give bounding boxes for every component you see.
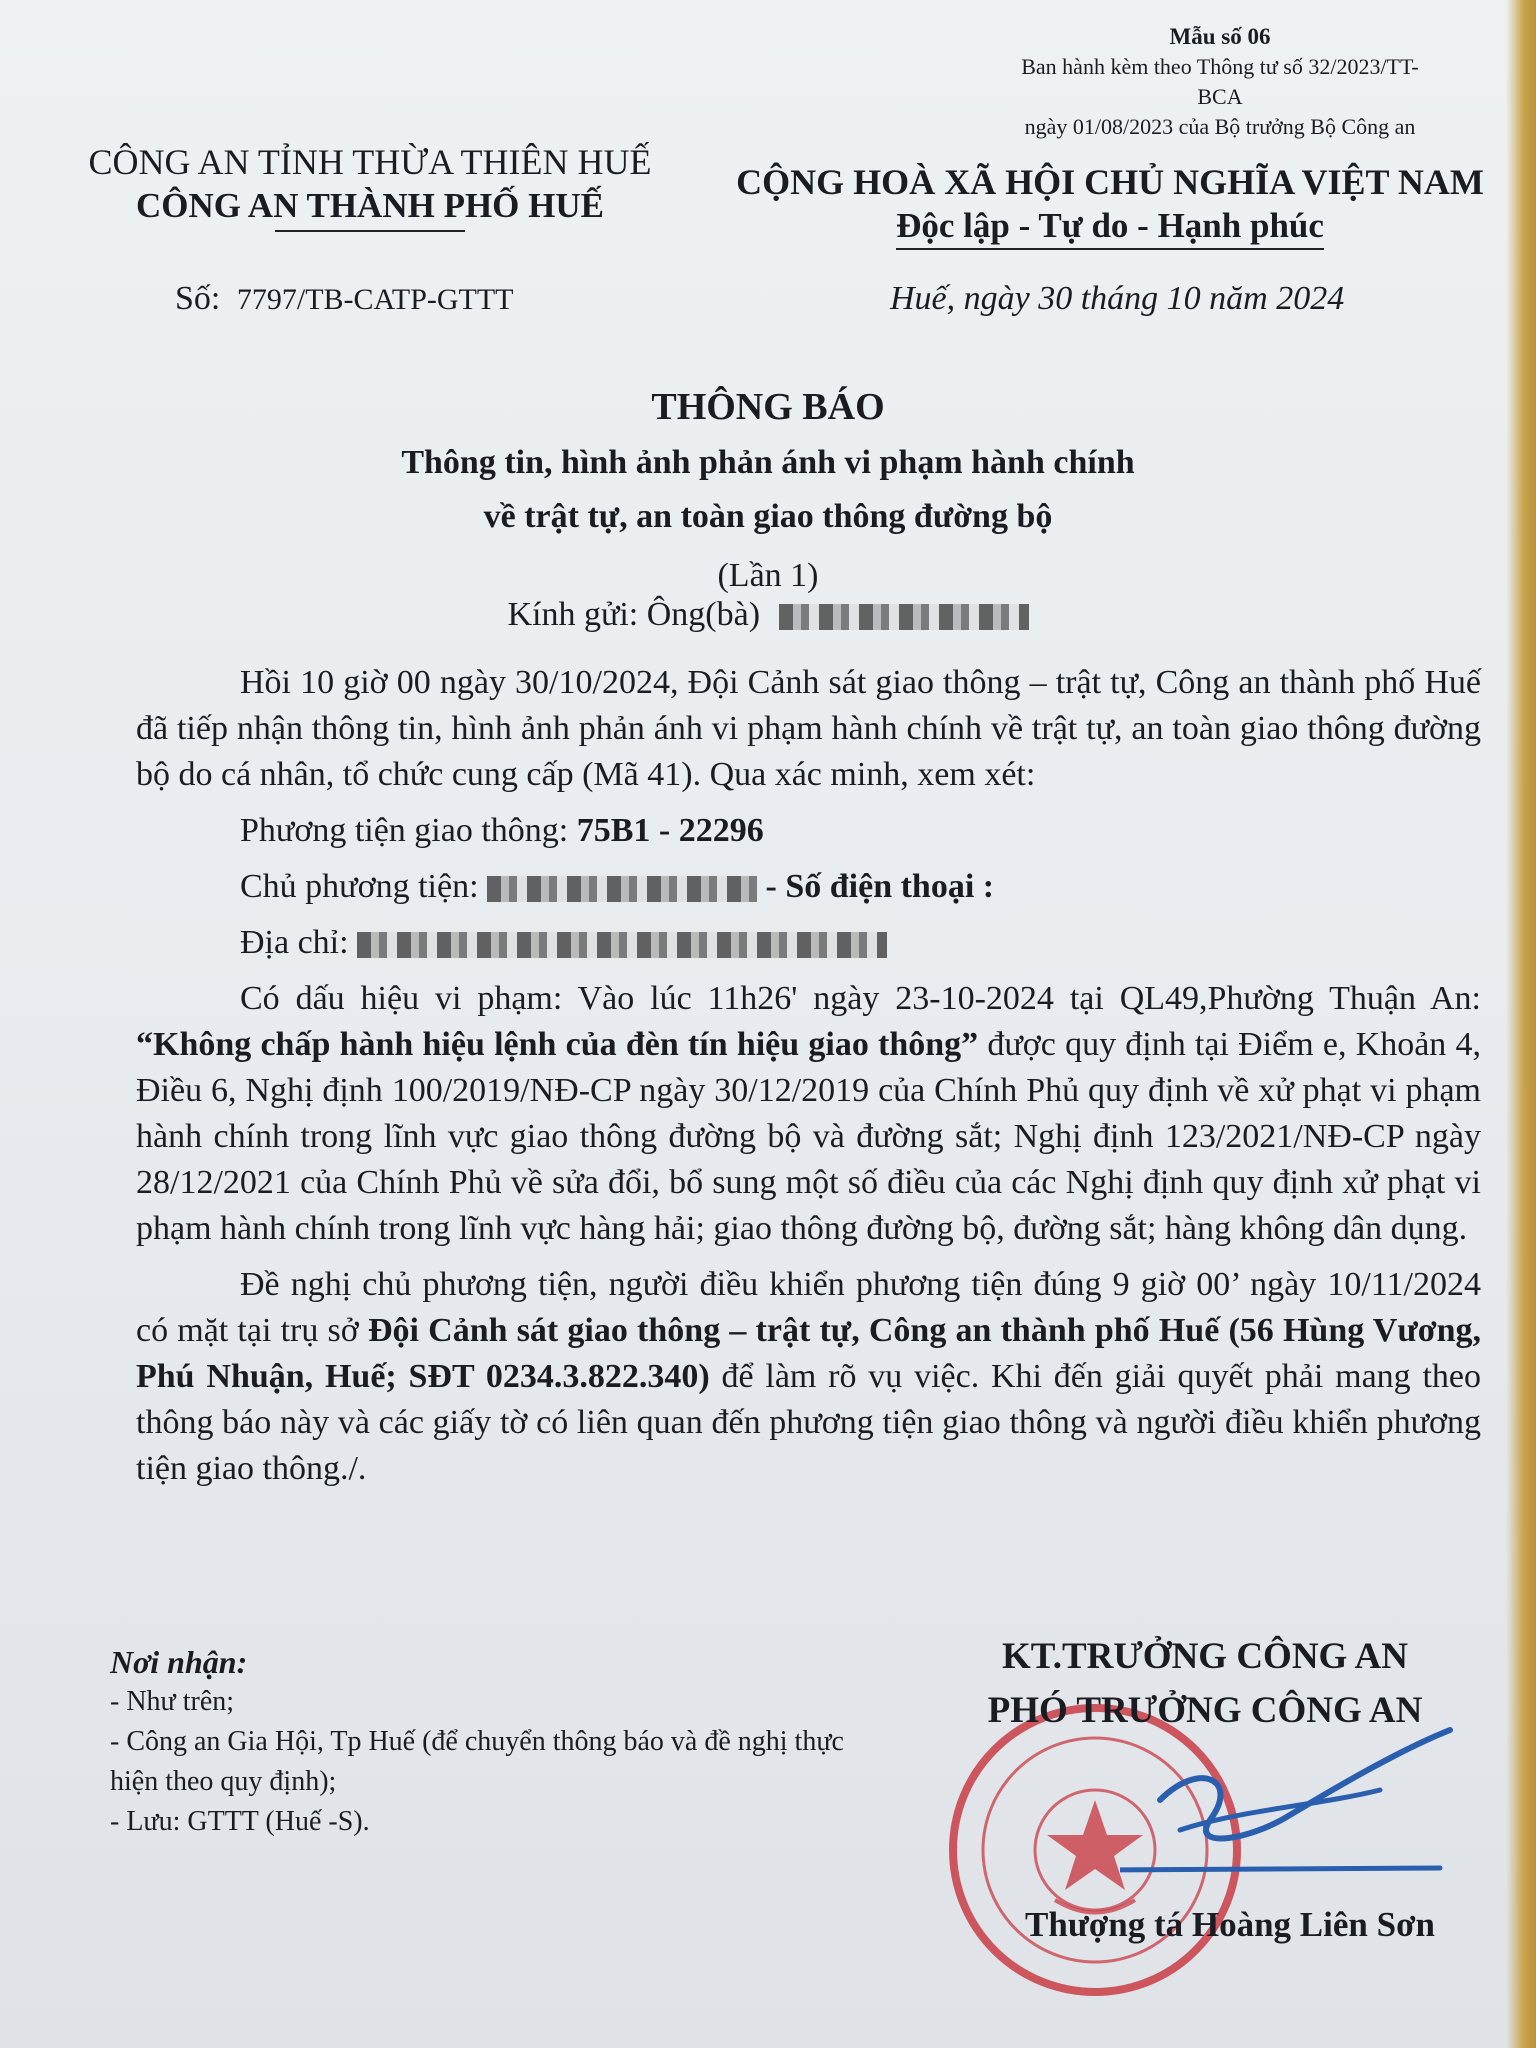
owner-line xyxy=(136,864,1481,910)
redacted-address xyxy=(357,932,887,958)
document-date: Huế, ngày 30 tháng 10 năm 2024 xyxy=(890,280,1345,317)
notice-body xyxy=(136,660,1481,1492)
recipient-item: - Lưu: GTTT (Huế -S). xyxy=(110,1806,370,1837)
intro-paragraph: Hồi 10 giờ 00 ngày 30/10/2024, Đội Cảnh sát giao thông – trật tự, Công an thành phố Huế đã tiếp nhận thông tin, hình ảnh phản ánh vi phạm hành chính về trật tự, an toàn giao thông đường bộ do cá nhân, tổ chức cung cấp (Mã 41). Qua xác minh, xem xét: xyxy=(136,664,1481,793)
sign-title-2: PHÓ TRƯỞNG CÔNG AN xyxy=(987,1690,1423,1731)
doc-number-value: 7797/TB-CATP-GTTT xyxy=(236,283,514,316)
redacted-owner-name xyxy=(487,876,757,902)
doc-title: THÔNG BÁO xyxy=(651,386,885,428)
recipient-label: Kính gửi: Ông(bà) xyxy=(507,596,761,633)
form-reference xyxy=(1020,22,1420,142)
agency-underline xyxy=(275,230,465,232)
attempt-number: (Lần 1) xyxy=(717,557,819,594)
doc-subtitle-1: Thông tin, hình ảnh phản ánh vi phạm hành chính xyxy=(401,444,1135,481)
owner-label: Chủ phương tiện: xyxy=(240,868,479,905)
request-location: Đội Cảnh sát giao thông – trật tự, Công an thành phố Huế (56 Hùng Vương, Phú Nhuận, Huế; SĐT 0234.3.822.340) xyxy=(136,1312,1481,1395)
violation-paragraph xyxy=(136,976,1481,1252)
request-prefix: Đề nghị chủ phương tiện, người điều khiển phương tiện đúng 9 giờ 00’ ngày 10/11/2024 có mặt tại trụ sở xyxy=(136,1266,1481,1349)
vehicle-line xyxy=(136,808,1481,854)
recipient-line xyxy=(0,596,1536,634)
address-line xyxy=(136,920,1481,966)
violation-name: “Không chấp hành hiệu lệnh của đèn tín hiệu giao thông” xyxy=(136,1026,979,1063)
recipient-item: - Công an Gia Hội, Tp Huế (để chuyển thông báo và đề nghị thực hiện theo quy định); xyxy=(110,1726,844,1797)
form-ref-line-1: Ban hành kèm theo Thông tư số 32/2023/TT-BCA xyxy=(1021,54,1419,109)
recipient-item: - Như trên; xyxy=(110,1686,235,1717)
vehicle-label: Phương tiện giao thông: xyxy=(240,812,569,849)
national-header xyxy=(730,160,1490,250)
nation-name: CỘNG HOÀ XÃ HỘI CHỦ NGHĨA VIỆT NAM xyxy=(736,162,1484,202)
recipients-title: Nơi nhận: xyxy=(110,1644,248,1680)
sign-title-1: KT.TRƯỞNG CÔNG AN xyxy=(1002,1636,1408,1677)
issuing-agency xyxy=(60,140,680,232)
address-label: Địa chỉ: xyxy=(240,924,349,961)
form-number: Mẫu số 06 xyxy=(1169,24,1271,49)
phone-label: - Số điện thoại : xyxy=(765,868,995,905)
vehicle-plate: 75B1 - 22296 xyxy=(576,812,764,849)
request-paragraph xyxy=(136,1262,1481,1492)
national-motto: Độc lập - Tự do - Hạnh phúc xyxy=(896,204,1324,250)
request-suffix: để làm rõ vụ việc. Khi đến giải quyết phải mang theo thông báo này và các giấy tờ có liên quan đến phương tiện giao thông và người điều khiển phương tiện giao thông./. xyxy=(136,1358,1481,1487)
redacted-recipient-name xyxy=(779,604,1029,630)
signer-name: Thượng tá Hoàng Liên Sơn xyxy=(1025,1905,1435,1944)
agency-name: CÔNG AN THÀNH PHỐ HUẾ xyxy=(135,186,604,225)
doc-number-label: Số: xyxy=(175,280,221,317)
signature-block xyxy=(945,1630,1465,1738)
violation-legal-basis: được quy định tại Điểm e, Khoản 4, Điều 6, Nghị định 100/2019/NĐ-CP ngày 30/12/2019 của Chính Phủ quy định về xử phạt vi phạm hành chính trong lĩnh vực giao thông đường bộ và đường sắt; Nghị định 123/2021/NĐ-CP ngày 28/12/2021 của Chính Phủ về sửa đổi, bổ sung một số điều của các Nghị định quy định xử phạt vi phạm hành chính trong lĩnh vực hàng hải; giao thông đường bộ, đường sắt; hàng không dân dụng. xyxy=(136,1026,1481,1247)
title-block xyxy=(0,378,1536,608)
form-ref-line-2: ngày 01/08/2023 của Bộ trưởng Bộ Công an xyxy=(1024,114,1416,139)
recipients-list xyxy=(110,1642,870,1842)
agency-parent: CÔNG AN TỈNH THỪA THIÊN HUẾ xyxy=(88,142,652,182)
paper-edge xyxy=(1506,0,1536,2048)
document-number xyxy=(175,280,514,318)
doc-subtitle-2: về trật tự, an toàn giao thông đường bộ xyxy=(483,498,1053,535)
violation-prefix: Có dấu hiệu vi phạm: Vào lúc 11h26' ngày 23-10-2024 tại QL49,Phường Thuận An: xyxy=(240,980,1481,1017)
